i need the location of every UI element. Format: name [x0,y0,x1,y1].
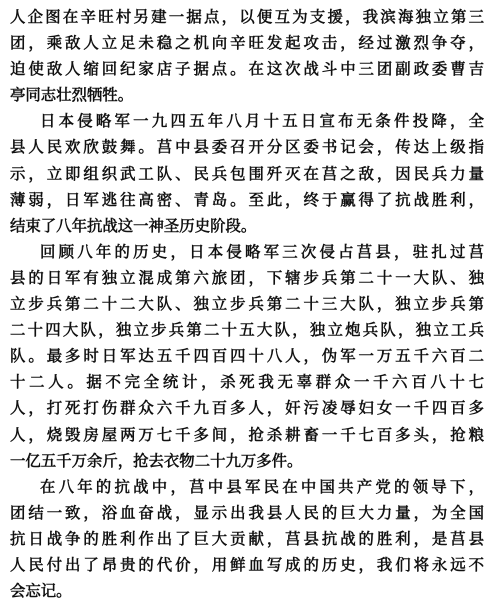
paragraph-1 [10,4,484,108]
text-line: 抗日战争的胜利作出了巨大贡献，莒县抗战的胜利，是莒县 [10,529,484,548]
text-line: 在八年的抗战中，莒中县军民在中国共产党的领导下， [40,477,484,496]
text-line: 人，烧毁房屋两万七千多间，抢杀耕畜一千七百多头，抢粮 [10,425,484,444]
paragraph-4 [10,474,484,604]
text-line: 二十四大队，独立步兵第二十五大队，独立炮兵队，独立工兵 [10,321,484,340]
text-line: 一亿五千万余斤，抢去衣物二十九万多件。 [10,451,303,470]
text-line: 十二人。据不完全统计，杀死我无辜群众一千六百八十七 [10,373,484,392]
document-page [10,4,484,604]
text-line: 日本侵略军一九四五年八月十五日宣布无条件投降，全 [40,112,484,131]
paragraph-3 [10,239,484,474]
text-line: 薄弱，日军逃往高密、青岛。至此，终于赢得了抗战胜利， [10,190,484,209]
text-line: 队。最多时日军达五千四百四十八人，伪军一万五千六百二 [10,347,484,366]
text-line: 人民付出了昂贵的代价，用鲜血写成的历史，我们将永远不 [10,555,484,574]
text-line: 示，立即组织武工队、民兵包围歼灭在莒之敌，因民兵力量 [10,164,484,183]
text-line: 团结一致，浴血奋战，显示出我县人民的巨大力量，为全国 [10,503,484,522]
text-line: 立步兵第二十二大队、独立步兵第二十三大队，独立步兵第 [10,295,484,314]
text-line: 结束了八年抗战这一神圣历史阶段。 [10,216,257,235]
text-line: 团，乘敌人立足未稳之机向辛旺发起攻击，经过激烈争夺， [10,34,484,53]
text-line: 亭同志壮烈牺牲。 [10,86,134,105]
text-line: 人企图在辛旺村另建一据点，以便互为支援，我滨海独立第三 [10,8,484,26]
text-line: 回顾八年的历史，日本侵略军三次侵占莒县，驻扎过莒 [40,242,484,261]
text-line: 县人民欢欣鼓舞。莒中县委召开分区委书记会，传达上级指 [10,138,484,157]
text-line: 人，打死打伤群众六千九百多人，奸污凌辱妇女一千四百多 [10,399,484,418]
text-line: 迫使敌人缩回纪家店子据点。在这次战斗中三团副政委曹吉 [10,60,484,79]
text-line: 会忘记。 [10,582,72,601]
text-line: 县的日军有独立混成第六旅团，下辖步兵第二十一大队、独 [10,268,484,287]
paragraph-2 [10,108,484,238]
